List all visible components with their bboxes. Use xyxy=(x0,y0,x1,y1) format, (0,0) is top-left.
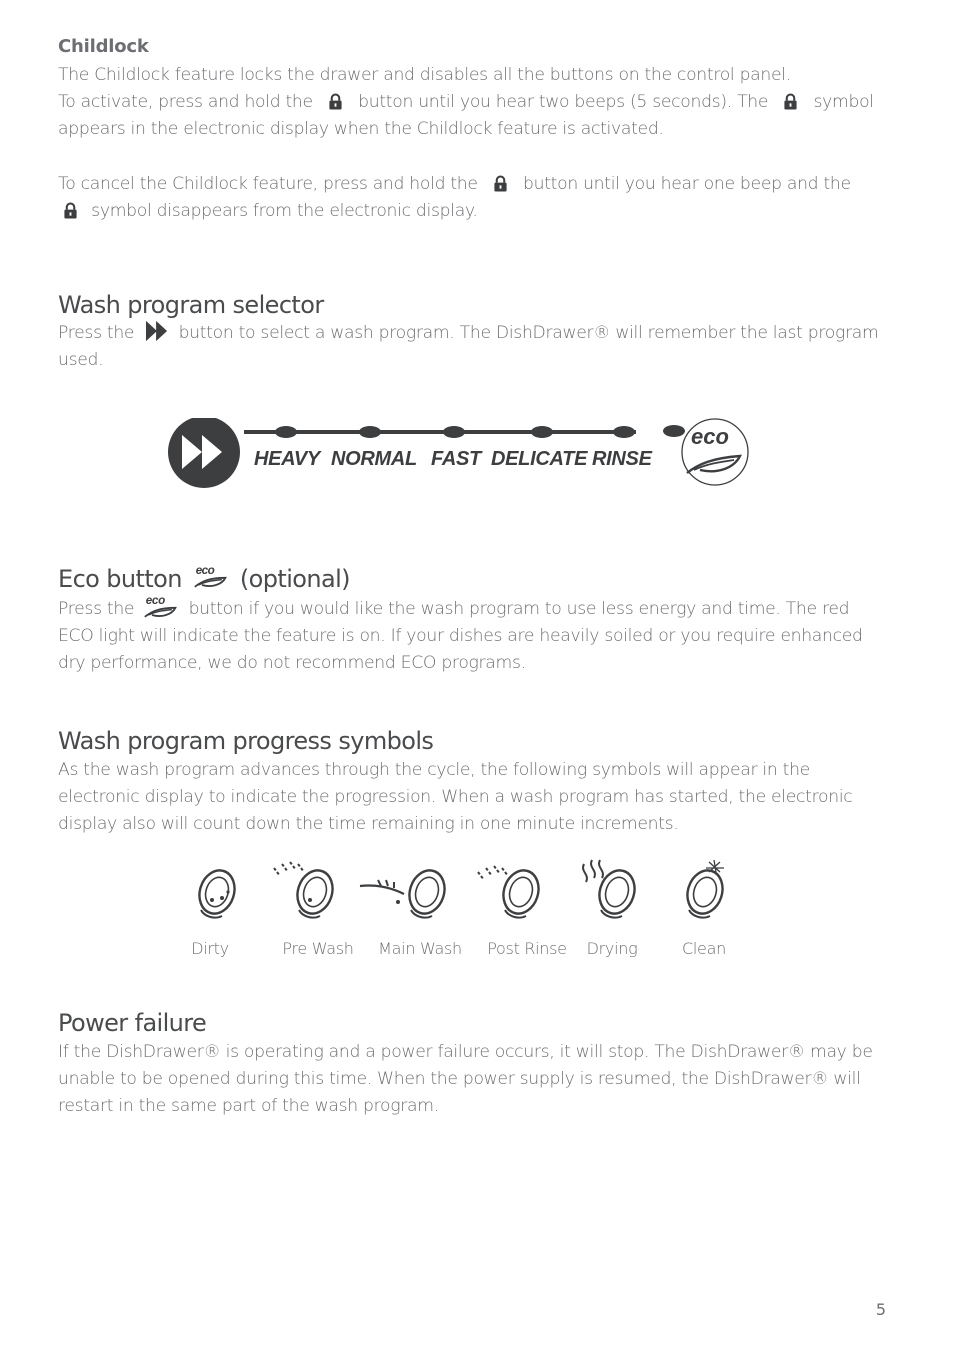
eco-icon xyxy=(143,593,179,619)
fast-forward-icon xyxy=(145,320,169,342)
page-number: 5 xyxy=(875,1300,886,1319)
text-line xyxy=(58,320,888,347)
lock-icon xyxy=(493,175,508,192)
symbol-label-post-rinse: Post Rinse xyxy=(487,939,567,958)
wash-selector-paragraph xyxy=(58,320,888,374)
text-line: ECO light will indicate the feature is on. If your dishes are heavily soiled or you require enhanced xyxy=(58,626,863,646)
text-span: Press the xyxy=(58,599,135,619)
childlock-paragraph-2 xyxy=(58,171,888,225)
symbol-label-drying: Drying xyxy=(586,939,638,958)
eco-icon xyxy=(193,563,229,589)
text-span: To activate, press and hold the xyxy=(58,92,313,112)
text-line: The Childlock feature locks the drawer and disables all the buttons on the control panel. xyxy=(58,65,791,85)
childlock-heading: Childlock xyxy=(58,36,149,57)
dirty-plate-icon xyxy=(184,858,246,934)
text-line xyxy=(58,593,888,623)
text-line: If the DishDrawer® is operating and a power failure occurs, it will stop. The DishDrawer® may be xyxy=(58,1042,873,1062)
text-span: button if you would like the wash program to use less energy and time. The red xyxy=(188,599,850,619)
text-span: Eco button xyxy=(58,565,182,593)
text-span: symbol disappears from the electronic display. xyxy=(91,201,478,221)
lock-icon xyxy=(783,93,798,110)
lock-icon xyxy=(63,202,78,219)
text-line: electronic display to indicate the progression. When a wash program has started, the electronic xyxy=(58,787,853,807)
wash-selector-heading: Wash program selector xyxy=(58,291,324,319)
text-line: dry performance, we do not recommend ECO programs. xyxy=(58,653,526,673)
text-line: As the wash program advances through the cycle, the following symbols will appear in the xyxy=(58,760,810,780)
drying-plate-icon xyxy=(578,858,648,934)
program-normal: NORMAL xyxy=(331,448,417,470)
main-wash-plate-icon xyxy=(358,858,458,934)
pre-wash-plate-icon xyxy=(268,858,348,934)
childlock-paragraph-1 xyxy=(58,62,888,143)
eco-label: eco xyxy=(691,424,729,449)
program-fast: FAST xyxy=(431,448,481,470)
power-heading: Power failure xyxy=(58,1009,207,1037)
text-line: unable to be opened during this time. When the power supply is resumed, the DishDrawer® will xyxy=(58,1069,861,1089)
program-delicate: DELICATE xyxy=(491,448,588,470)
progress-heading: Wash program progress symbols xyxy=(58,727,434,755)
clean-plate-icon xyxy=(672,858,744,934)
text-span: button until you hear two beeps (5 seconds). The xyxy=(358,92,769,112)
post-rinse-plate-icon xyxy=(474,858,554,934)
text-span: button to select a wash program. The DishDrawer® will remember the last program xyxy=(178,323,879,343)
text-span: symbol xyxy=(813,92,874,112)
power-paragraph xyxy=(58,1039,888,1120)
symbol-label-main-wash: Main Wash xyxy=(378,939,462,958)
text-line xyxy=(58,171,888,198)
program-rinse: RINSE xyxy=(592,448,652,470)
text-span: To cancel the Childlock feature, press and hold the xyxy=(58,174,478,194)
eco-paragraph xyxy=(58,593,888,677)
text-span: (optional) xyxy=(239,565,350,593)
text-line xyxy=(58,89,888,116)
text-span: Press the xyxy=(58,323,135,343)
text-line: restart in the same part of the wash program. xyxy=(58,1096,439,1116)
text-span: button until you hear one beep and the xyxy=(523,174,851,194)
text-line xyxy=(58,198,888,225)
text-line: display also will count down the time remaining in one minute increments. xyxy=(58,814,679,834)
eco-heading xyxy=(58,563,350,594)
progress-paragraph xyxy=(58,757,888,838)
lock-icon xyxy=(328,93,343,110)
symbol-label-pre-wash: Pre Wash xyxy=(282,939,354,958)
symbol-label-dirty: Dirty xyxy=(191,939,229,958)
symbol-label-clean: Clean xyxy=(682,939,726,958)
text-line: appears in the electronic display when the Childlock feature is activated. xyxy=(58,119,664,139)
program-heavy: HEAVY xyxy=(254,448,320,470)
text-line: used. xyxy=(58,350,104,370)
